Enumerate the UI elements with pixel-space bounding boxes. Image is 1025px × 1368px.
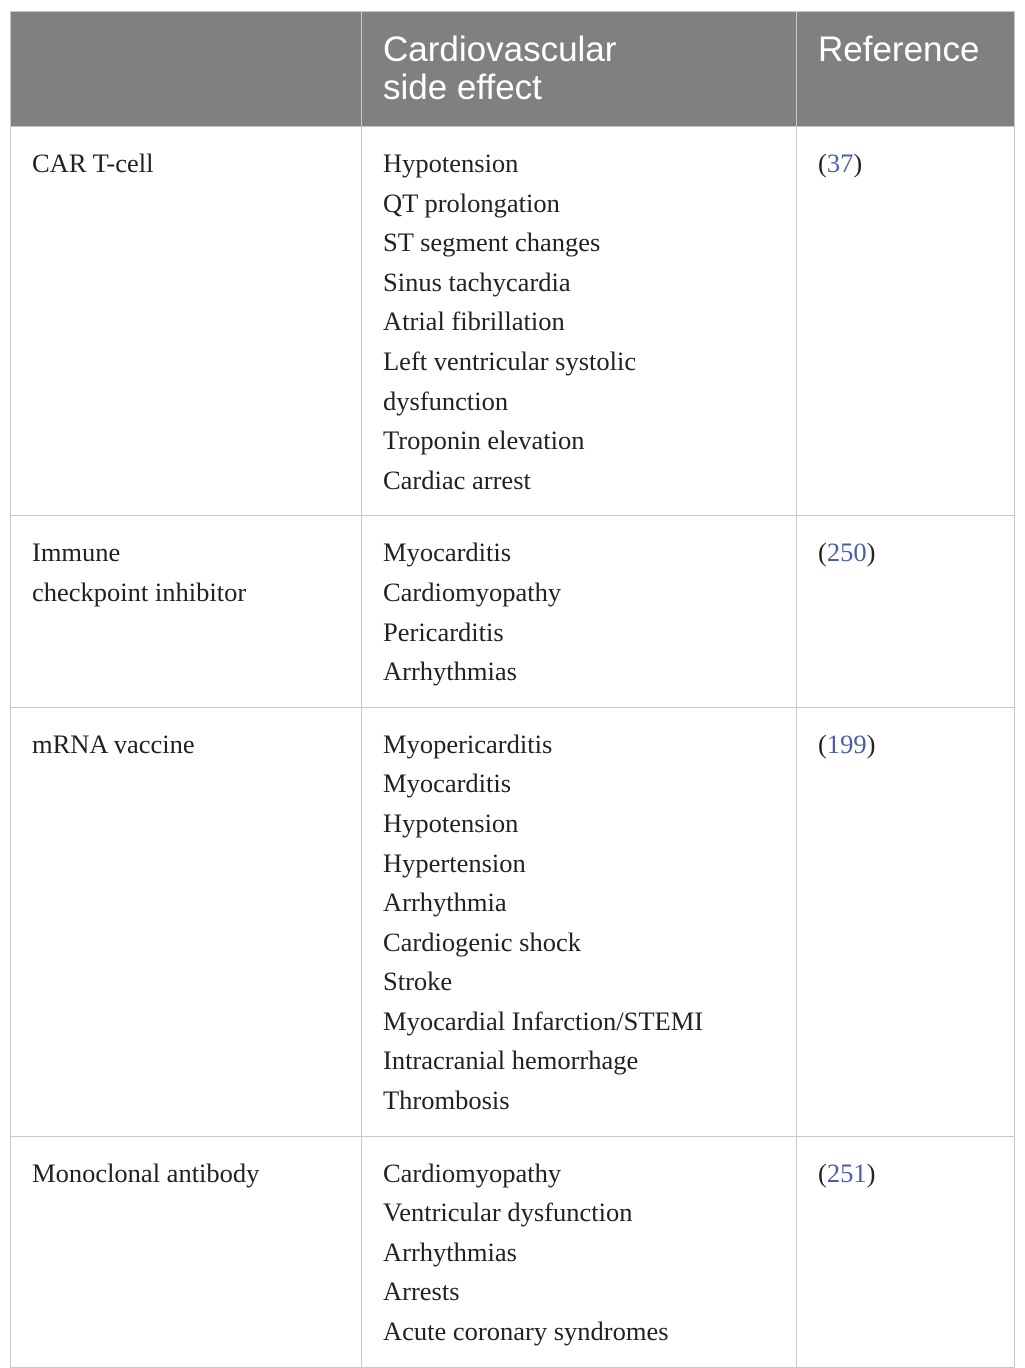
effect-item: Arrests <box>383 1276 460 1307</box>
effect-item: Atrial fibrillation <box>383 306 565 337</box>
effect-item: Stroke <box>383 966 453 997</box>
header-side-effect-line2: side effect <box>383 68 542 107</box>
therapy-cell <box>11 707 362 1136</box>
effect-item: Cardiomyopathy <box>383 1157 562 1188</box>
header-therapy <box>11 12 362 127</box>
effect-item: Myopericarditis <box>383 728 553 759</box>
therapy-cell <box>11 127 362 516</box>
reference-link[interactable]: 199 <box>826 728 867 759</box>
therapy-name: CAR T-cell <box>32 148 154 178</box>
effect-item: Arrhythmias <box>383 1236 517 1267</box>
table-row <box>11 707 1015 1136</box>
reference-cell: (37) <box>797 127 1015 516</box>
table-row <box>11 1136 1015 1367</box>
effects-cell <box>362 707 797 1136</box>
therapy-cell <box>11 516 362 707</box>
table-row <box>11 127 1015 516</box>
header-side-effect-line1: Cardiovascular <box>383 30 617 69</box>
effect-item: Left ventricular systolic <box>383 345 637 376</box>
table-body <box>11 127 1015 1368</box>
effects-cell <box>362 516 797 707</box>
effects-cell <box>362 1136 797 1367</box>
header-side-effect <box>362 12 797 127</box>
effect-item: Thrombosis <box>383 1085 510 1116</box>
reference-cell: (251) <box>797 1136 1015 1367</box>
effect-item: Myocarditis <box>383 768 512 799</box>
effect-item: Arrhythmias <box>383 656 517 687</box>
effect-item: Arrhythmia <box>383 887 507 918</box>
header-row <box>11 12 1015 127</box>
therapy-name: mRNA vaccine <box>32 728 195 759</box>
effect-item: Pericarditis <box>383 616 504 647</box>
table-header <box>11 12 1015 127</box>
effect-item: Cardiac arrest <box>383 464 531 495</box>
therapy-name: Monoclonal antibody <box>32 1157 260 1188</box>
effect-item: Acute coronary syndromes <box>383 1316 669 1347</box>
reference-link[interactable]: 37 <box>826 148 854 178</box>
side-effects-table <box>10 11 1015 1368</box>
therapy-cell <box>11 1136 362 1367</box>
therapy-name: Immune <box>32 537 121 568</box>
effect-item: Hypertension <box>383 847 526 878</box>
header-reference: Reference <box>797 12 1015 127</box>
effects-cell <box>362 127 797 516</box>
effect-item: Ventricular dysfunction <box>383 1197 633 1228</box>
effect-item: Hypotension <box>383 807 519 838</box>
reference-link[interactable]: 251 <box>826 1157 867 1188</box>
reference-cell: (199) <box>797 707 1015 1136</box>
effect-item: QT prolongation <box>383 187 560 218</box>
effect-item: Cardiomyopathy <box>383 576 562 607</box>
effect-item: Myocarditis <box>383 537 512 568</box>
table-row <box>11 516 1015 707</box>
reference-cell: (250) <box>797 516 1015 707</box>
effect-item: dysfunction <box>383 385 509 416</box>
effect-item: Sinus tachycardia <box>383 266 571 297</box>
effect-item: Cardiogenic shock <box>383 926 581 957</box>
effect-item: ST segment changes <box>383 227 601 258</box>
effect-item: Intracranial hemorrhage <box>383 1045 639 1076</box>
effect-item: Troponin elevation <box>383 425 585 456</box>
therapy-name: checkpoint inhibitor <box>32 576 247 607</box>
effect-item: Hypotension <box>383 148 519 178</box>
reference-link[interactable]: 250 <box>826 537 867 568</box>
effect-item: Myocardial Infarction/STEMI <box>383 1005 704 1036</box>
